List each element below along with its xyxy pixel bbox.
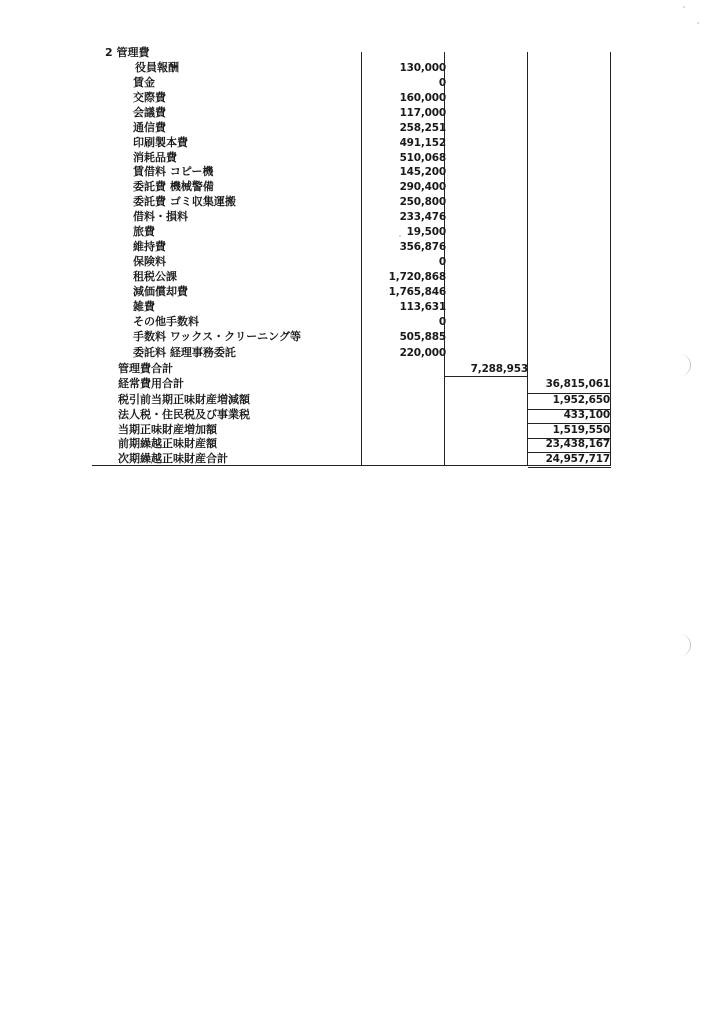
total-label: 経常費用合計 xyxy=(118,377,184,390)
total-value: 433,100 xyxy=(563,409,610,421)
expense-value: 0 xyxy=(438,256,446,268)
subtotal-row xyxy=(0,362,724,376)
expense-value: 491,152 xyxy=(399,137,446,149)
scan-speck xyxy=(697,22,699,24)
expense-value: 0 xyxy=(438,77,446,89)
expense-row xyxy=(0,91,724,105)
expense-row xyxy=(0,330,724,344)
expense-row xyxy=(0,346,724,360)
total-value: 1,519,550 xyxy=(552,424,610,436)
expense-row xyxy=(0,136,724,150)
expense-row xyxy=(0,285,724,299)
expense-value: 117,000 xyxy=(399,107,446,119)
expense-row xyxy=(0,61,724,75)
total-row xyxy=(0,452,724,466)
scan-speck xyxy=(399,235,401,237)
expense-label: 役員報酬 xyxy=(135,61,179,74)
expense-value: 220,000 xyxy=(399,347,446,359)
section-heading-row xyxy=(0,46,724,60)
total-row xyxy=(0,408,724,422)
expense-value: 510,068 xyxy=(399,152,446,164)
expense-label: 委託費 ゴミ収集運搬 xyxy=(133,195,236,208)
total-value: 24,957,717 xyxy=(545,453,610,465)
expense-row xyxy=(0,225,724,239)
expense-row xyxy=(0,165,724,179)
expense-label: 消耗品費 xyxy=(133,151,177,164)
total-row xyxy=(0,437,724,451)
expense-label: 雑費 xyxy=(133,300,155,313)
expense-row xyxy=(0,270,724,284)
expense-row xyxy=(0,76,724,90)
expense-row xyxy=(0,151,724,165)
section-heading: 2 管理費 xyxy=(105,46,150,59)
expense-row xyxy=(0,195,724,209)
expense-label: 委託費 機械警備 xyxy=(133,180,214,193)
expense-value: 113,631 xyxy=(399,301,446,313)
expense-label: 印刷製本費 xyxy=(133,136,188,149)
expense-value: 1,765,846 xyxy=(388,286,446,298)
expense-label: 賃金 xyxy=(133,76,155,89)
expense-value: 258,251 xyxy=(399,122,446,134)
expense-value: 233,476 xyxy=(399,211,446,223)
total-row xyxy=(0,423,724,437)
expense-row xyxy=(0,106,724,120)
expense-value: 0 xyxy=(438,316,446,328)
total-value: 36,815,061 xyxy=(545,378,610,390)
total-label: 次期繰越正味財産合計 xyxy=(118,452,228,465)
total-label: 当期正味財産増加額 xyxy=(118,423,217,436)
subtotal-value: 7,288,953 xyxy=(470,363,528,375)
expense-label: 会議費 xyxy=(133,106,166,119)
expense-value: 505,885 xyxy=(399,331,446,343)
total-label: 税引前当期正味財産増減額 xyxy=(118,393,250,406)
expense-label: 賃借料 コピー機 xyxy=(133,165,214,178)
expense-value: 130,000 xyxy=(399,62,446,74)
expense-row xyxy=(0,300,724,314)
expense-row xyxy=(0,210,724,224)
expense-value: 356,876 xyxy=(399,241,446,253)
expense-row xyxy=(0,315,724,329)
total-value: 1,952,650 xyxy=(552,394,610,406)
expense-value: 145,200 xyxy=(399,166,446,178)
expense-value: 19,500 xyxy=(406,226,446,238)
expense-row xyxy=(0,121,724,135)
expense-label: 旅費 xyxy=(133,225,155,238)
expense-label: 通信費 xyxy=(133,121,166,134)
total-row xyxy=(0,377,724,391)
expense-row xyxy=(0,180,724,194)
expense-row xyxy=(0,240,724,254)
expense-row xyxy=(0,255,724,269)
total-value: 23,438,167 xyxy=(545,438,610,450)
expense-label: 手数料 ワックス・クリーニング等 xyxy=(133,330,301,343)
expense-label: 租税公課 xyxy=(133,270,177,283)
expense-value: 250,800 xyxy=(399,196,446,208)
expense-value: 1,720,868 xyxy=(388,271,446,283)
expense-label: 減価償却費 xyxy=(133,285,188,298)
expense-label: 借料・損料 xyxy=(133,210,188,223)
expense-label: 委託料 経理事務委託 xyxy=(133,346,236,359)
expense-label: 保険料 xyxy=(133,255,166,268)
subtotal-label: 管理費合計 xyxy=(118,362,173,375)
total-label: 法人税・住民税及び事業税 xyxy=(118,408,250,421)
expense-value: 160,000 xyxy=(399,92,446,104)
total-row xyxy=(0,393,724,407)
expense-label: 維持費 xyxy=(133,240,166,253)
total-label: 前期繰越正味財産額 xyxy=(118,437,217,450)
expense-label: 交際費 xyxy=(133,91,166,104)
expense-label: その他手数料 xyxy=(133,315,199,328)
expense-value: 290,400 xyxy=(399,181,446,193)
scan-speck xyxy=(683,6,685,8)
